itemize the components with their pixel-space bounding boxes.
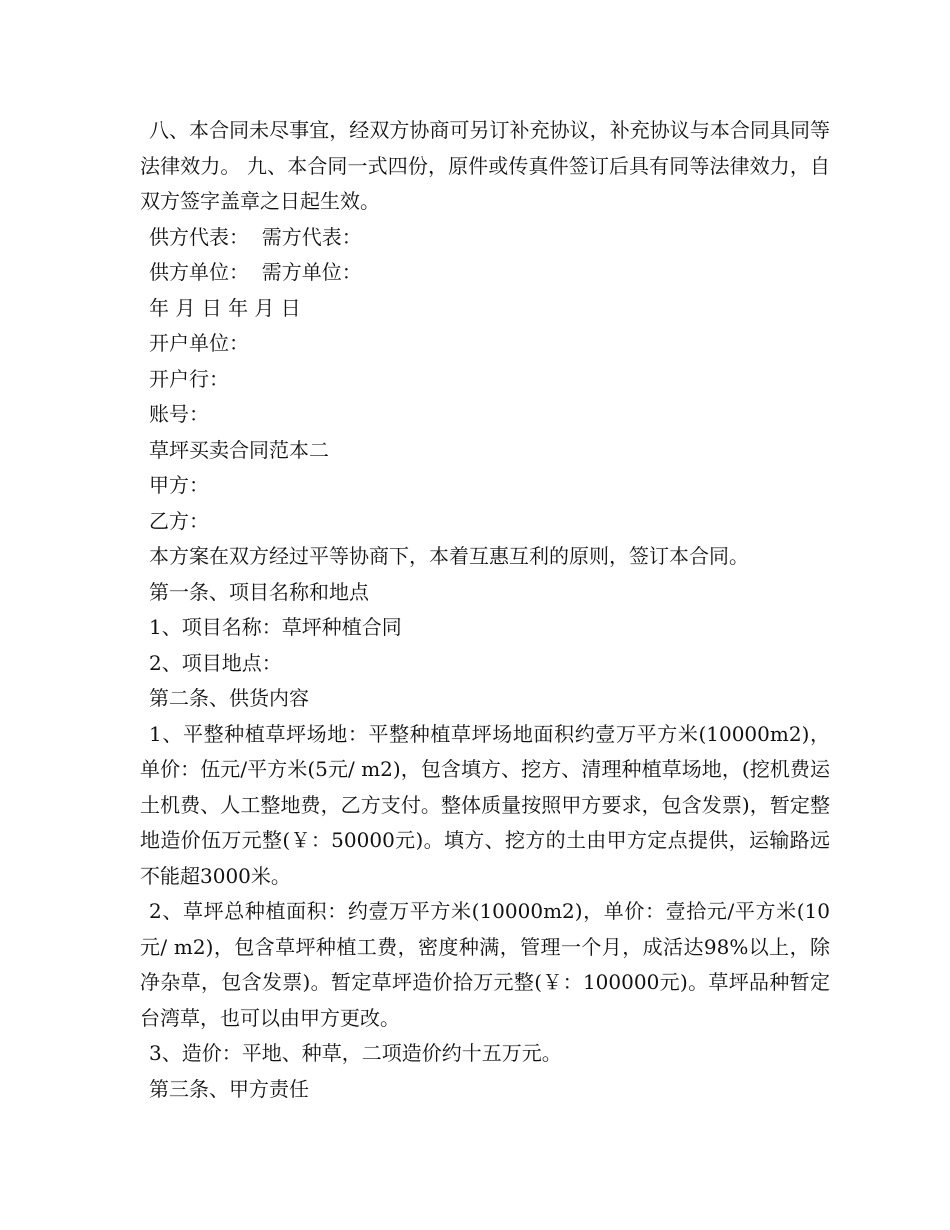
bank-account-unit-line: 开户单位：: [149, 331, 249, 355]
project-location-line: 2、项目地点：: [149, 650, 282, 675]
article-2-heading: 第二条、供货内容: [149, 686, 309, 710]
clause-8-9-paragraph: 八、本合同未尽事宜，经双方协商可另订补充协议，补充协议与本合同具同等法律效力。 九、本合同一式四份，原件或传真件签订后具有同等法律效力，自双方签字盖章之日起生效。: [140, 118, 830, 213]
supplier-buyer-representative-line: 供方代表： 需方代表：: [149, 224, 362, 249]
supplier-buyer-unit-line: 供方单位： 需方单位：: [149, 260, 362, 284]
contract-title-two: 草坪买卖合同范本二: [149, 437, 329, 462]
date-line: 年 月 日 年 月 日: [149, 295, 301, 320]
preamble-paragraph: 本方案在双方经过平等协商下，本着互惠互利的原则，签订本合同。: [149, 544, 749, 568]
party-a-line: 甲方：: [149, 473, 209, 497]
project-name-line: 1、项目名称：草坪种植合同: [149, 615, 402, 639]
total-cost-line: 3、造价：平地、种草，二项造价约十五万元。: [149, 1041, 562, 1065]
document-body: [140, 113, 830, 1107]
account-number-line: 账号：: [149, 402, 209, 426]
bank-line: 开户行：: [149, 366, 229, 391]
site-leveling-paragraph: 1、平整种植草坪场地：平整种植草坪场地面积约壹万平方米(10000m2)，单价：伍元/平方米(5元/ m2)，包含填方、挖方、清理种植草场地，(挖机费运土机费、人工整地费，乙方支付。整体质量按照甲方要求，包含发票)，暂定整地造价伍万元整(￥：50000元)。填方、挖方的土由甲方定点提供，运输路远不能超3000米。: [140, 721, 830, 888]
party-b-line: 乙方：: [149, 508, 209, 533]
article-3-heading: 第三条、甲方责任: [149, 1076, 309, 1101]
article-1-heading: 第一条、项目名称和地点: [149, 579, 369, 604]
lawn-planting-paragraph: 2、草坪总种植面积：约壹万平方米(10000m2)，单价：壹拾元/平方米(10元/ m2)，包含草坪种植工费，密度种满，管理一个月，成活达98%以上，除净杂草，包含发票)。暂定草坪造价拾万元整(￥：100000元)。草坪品种暂定台湾草，也可以由甲方更改。: [140, 899, 830, 1030]
